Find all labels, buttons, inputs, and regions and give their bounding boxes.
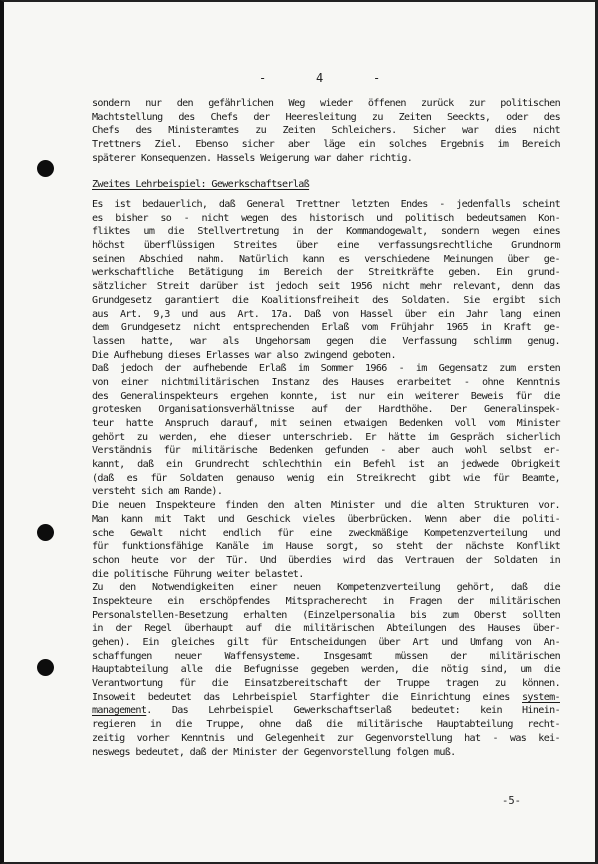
text-line: Hauptabteilung alle die Befugnisse gegeben werden, die nötig sind, um die [92, 664, 560, 676]
text-line: Die neuen Inspekteure finden den alten Minister und die alten Strukturen vor. [92, 500, 560, 512]
page-number: 4 [316, 71, 324, 85]
text-line: des Generalinspekteurs ergehen konnte, ist nur ein weiterer Beweis für die [92, 390, 560, 402]
text-line: in der Regel überhaupt auf die militärischen Abteilungen des Hauses über- [92, 623, 560, 635]
text-line: Personalstellen-Besetzung erhalten (Einzelpersonalia bis zum Oberst sollten [92, 609, 560, 621]
text-line: schon heute vor der Tür. Und überdies wird das Vertrauen der Soldaten in [92, 554, 560, 566]
text-line: werkschaftliche Betätigung im Bereich der Streitkräfte geben. Ein grund- [92, 267, 560, 279]
underlined-term: management [92, 705, 147, 717]
binder-hole-top [37, 160, 54, 177]
text-line: Man kann mit Takt und Geschick vieles überbrücken. Wenn aber die politi- [92, 513, 560, 525]
text-line: Zu den Notwendigkeiten einer neuen Kompetenzverteilung gehört, daß die [92, 582, 560, 594]
text-line: seinen Abschied nahm. Natürlich kann es verschiedene Meinungen über ge- [92, 253, 560, 265]
text-line: Grundgesetz garantiert die Koalitionsfreiheit des Soldaten. Sie ergibt sich [92, 294, 560, 306]
text-line: sondern nur den gefährlichen Weg wieder öffenen zurück zur politischen [92, 98, 560, 109]
text-line: es bisher so - nicht wegen des historisch und politisch bedeutsamen Kon- [92, 212, 560, 224]
text-line: neswegs bedeutet, daß der Minister der Gegenvorstellung folgen muß. [92, 746, 456, 758]
text-line: Machtstellung des Chefs der Heeresleitung zu Zeiten Seeckts, oder des [92, 111, 560, 123]
text-line: gehen). Ein gleiches gilt für Entscheidungen über Art und Umfang von An- [92, 637, 560, 648]
text-line: höchst überflüssigen Streites über eine verfassungsrechtliche Grundnorm [92, 240, 560, 252]
section-heading: Zweites Lehrbeispiel: Gewerkschaftserlaß [92, 179, 310, 190]
text-line: grotesken Organisationsverhältnisse auf der Hardthöhe. Der Generalinspek- [92, 404, 560, 416]
text-line: Insoweit bedeutet das Lehrbeispiel Starfighter die Einrichtung eines system- [92, 691, 560, 703]
text-line: Trettners Ziel. Ebenso sicher aber läge ein solches Ergebnis im Bereich [92, 139, 560, 151]
text-line: schaffungen neuer Waffensysteme. Insgesamt müssen der militärischen [92, 650, 560, 662]
binder-hole-middle [37, 524, 54, 541]
text-line: regieren in die Truppe, ohne daß die militärische Hauptabteilung recht- [92, 719, 560, 731]
page-number-dash-right: - [373, 71, 381, 85]
text-line: versteht sich am Rande). [92, 486, 223, 498]
text-line: Verantwortung für die Einsatzbereitschaft der Truppe tragen zu können. [92, 678, 560, 690]
text-line: dem Grundgesetz nicht entsprechenden Erlaß vom Frühjahr 1965 in Kraft ge- [92, 322, 560, 334]
text-line: für funktionsfähige Kanäle im Hause sorgt, so steht der nächste Konflikt [92, 541, 560, 553]
text-line: späterer Konsequenzen. Hassels Weigerung war daher richtig. [92, 152, 413, 164]
text-line: Es ist bedauerlich, daß General Trettner letzten Endes - jedenfalls scheint [92, 199, 560, 210]
text-line: sche Gewalt nicht endlich für eine zweckmäßige Kompetenzverteilung und [92, 527, 560, 539]
text-line: (daß es für Soldaten genauso wenig ein Streikrecht gibt wie für Beamte, [92, 472, 560, 484]
text-line: lassen hatte, war als Ungehorsam gegen die Verfassung schlimm genug. [92, 335, 560, 347]
page-number-dash-left: - [259, 71, 267, 85]
paragraph-continuation [92, 97, 560, 165]
text-line: gehört zu werden, ehe dieser unterschrieb. Er hätte im Gespräch sicherlich [92, 431, 560, 443]
text-line: von einer nichtmilitärischen Instanz des Hauses erarbeitet - ohne Kenntnis [92, 376, 560, 388]
text-line: Daß jedoch der aufhebende Erlaß im Sommer 1966 - im Gegensatz zum ersten [92, 363, 560, 375]
page-number-header [4, 71, 598, 85]
text-line: kannt, daß ein Grundrecht schlechthin ein Befehl ist an jedwede Obrigkeit [92, 459, 560, 471]
text-line: teur hatte Anspruch darauf, mit seinen etwaigen Bedenken voll vom Minister [92, 418, 560, 429]
binder-hole-bottom [37, 659, 54, 676]
section-body [92, 198, 560, 759]
text-line: management. Das Lehrbeispiel Gewerkschaftserlaß bedeutet: kein Hinein- [92, 705, 560, 717]
text-line: Chefs des Ministeramtes zu Zeiten Schleichers. Sicher war dies nicht [92, 125, 560, 137]
text-line: Die Aufhebung dieses Erlasses war also zwingend geboten. [92, 349, 396, 361]
text-line: die politische Führung weiter belastet. [92, 568, 304, 580]
underlined-term: system- [522, 691, 560, 703]
text-line: aus Art. 9,3 und aus Art. 17a. Daß von Hassel über ein Jahr lang einen [92, 308, 560, 320]
next-page-marker: -5- [502, 795, 521, 807]
text-line: sätzlicher Streit darüber ist jedoch seit 1956 nicht mehr relevant, denn das [92, 281, 560, 293]
text-line: fliktes um die Stellvertretung in der Kommandogewalt, sondern wegen eines [92, 226, 560, 238]
text-line: Inspekteure ein erschöpfendes Mitspracherecht in Fragen der militärischen [92, 595, 560, 607]
text-line: zeitig vorher Kenntnis und Gelegenheit zur Gegenvorstellung hat - was kei- [92, 732, 560, 744]
text-line: Verständnis für militärische Bedenken gefunden - aber auch wohl selbst er- [92, 445, 560, 457]
